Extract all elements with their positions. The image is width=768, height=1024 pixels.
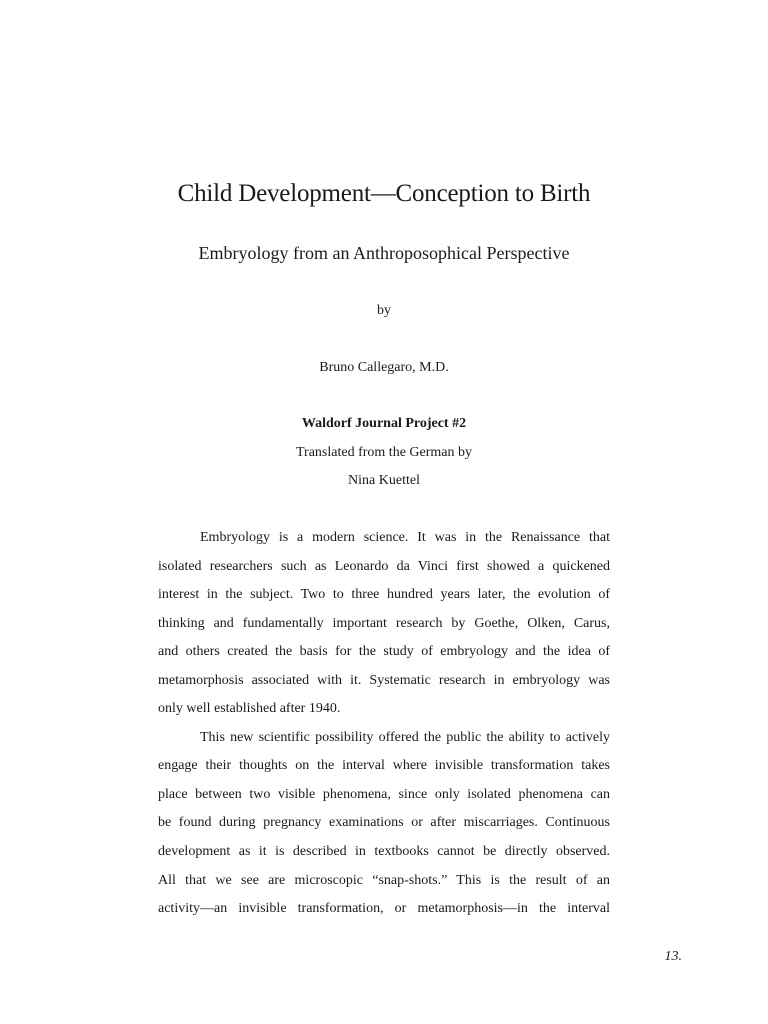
text-line: This new scientific possibility offered the public the ability to actively — [200, 729, 610, 745]
text-line: place between two visible phenomena, since only isolated phenomena can — [158, 786, 610, 802]
text-line: engage their thoughts on the interval where invisible transformation takes — [158, 758, 610, 774]
text-line: development as it is described in textbooks cannot be directly observed. — [158, 844, 610, 860]
body-text — [158, 524, 610, 924]
text-line: metamorphosis associated with it. Systematic research in embryology was — [158, 672, 610, 688]
translator-name: Nina Kuettel — [348, 473, 420, 488]
paragraph-2 — [158, 724, 610, 924]
document-title: Child Development—Conception to Birth — [177, 180, 591, 207]
text-line: interest in the subject. Two to three hundred years later, the evolution of — [158, 587, 610, 603]
project-name: Waldorf Journal Project #2 — [301, 416, 467, 431]
text-line: activity—an invisible transformation, or metamorphosis—in the interval — [158, 901, 610, 917]
text-line: and others created the basis for the study of embryology and the idea of — [158, 644, 610, 660]
text-line: only well established after 1940. — [158, 701, 341, 717]
text-line: be found during pregnancy examinations or after miscarriages. Continuous — [158, 815, 610, 831]
text-line: thinking and fundamentally important research by Goethe, Olken, Carus, — [158, 615, 610, 631]
paragraph-1 — [158, 524, 610, 724]
text-line: All that we see are microscopic “snap-shots.” This is the result of an — [158, 872, 610, 888]
document-subtitle: Embryology from an Anthroposophical Perspective — [198, 243, 570, 263]
author-name: Bruno Callegaro, M.D. — [319, 360, 449, 375]
text-line: Embryology is a modern science. It was in the Renaissance that — [200, 530, 610, 545]
page-number: 13. — [664, 949, 682, 964]
byline-label: by — [377, 303, 391, 318]
translation-note: Translated from the German by — [296, 445, 472, 460]
text-line: isolated researchers such as Leonardo da Vinci first showed a quickened — [158, 558, 610, 574]
